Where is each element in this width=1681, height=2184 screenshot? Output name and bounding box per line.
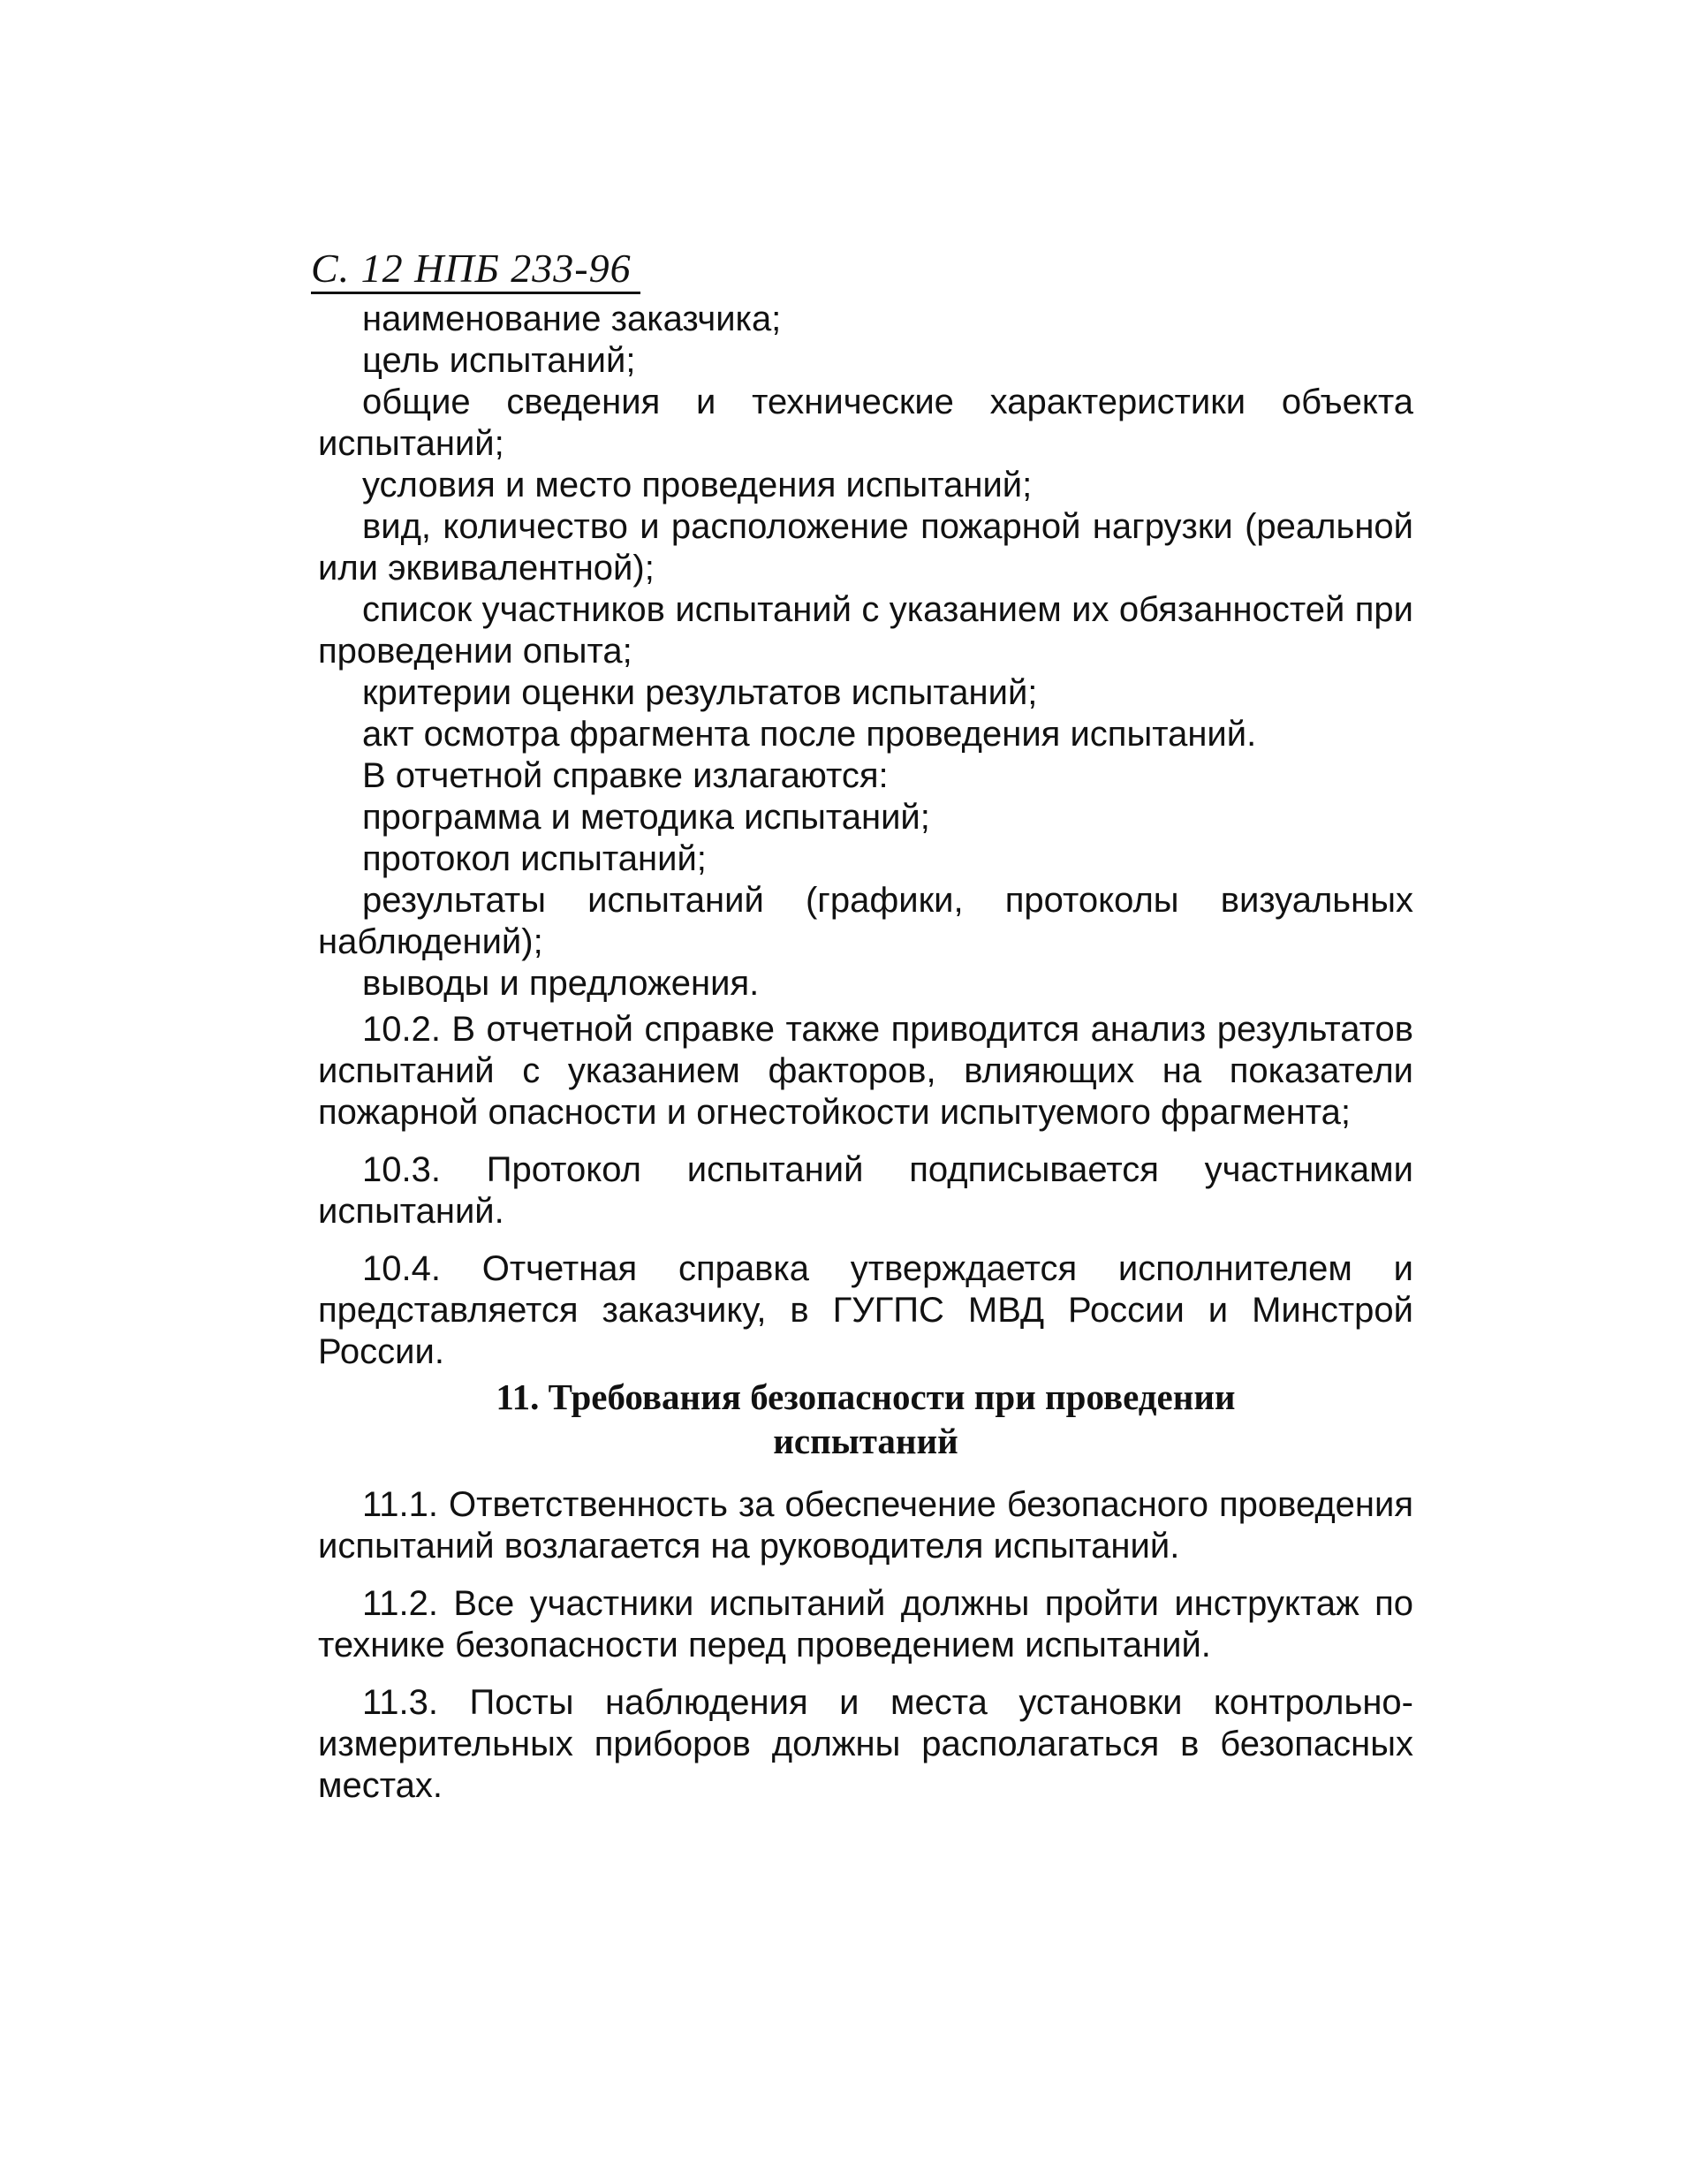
- report-item: программа и методика испытаний;: [362, 798, 930, 837]
- report-intro: В отчетной справке излагаются:: [362, 756, 889, 795]
- clause-11-2: 11.2. Все участники испытаний должны пройти инструктаж по технике безопасности перед проведением испытаний.: [318, 1584, 1413, 1665]
- list-item: условия и место проведения испытаний;: [362, 466, 1033, 504]
- section-heading: [318, 1375, 1413, 1463]
- list-item: акт осмотра фрагмента после проведения испытаний.: [362, 715, 1257, 754]
- list-item: вид, количество и расположение пожарной нагрузки (реальной или эквивалентной);: [318, 507, 1413, 588]
- list-item: общие сведения и технические характеристики объекта испытаний;: [318, 383, 1413, 463]
- clauses-10-block: [318, 1009, 1413, 1373]
- list-block: [318, 299, 1413, 1005]
- clause-11-1: 11.1. Ответственность за обеспечение безопасного проведения испытаний возлагается на руководителя испытаний.: [318, 1485, 1413, 1566]
- list-item: наименование заказчика;: [362, 300, 782, 338]
- clause-10-4: 10.4. Отчетная справка утверждается исполнителем и представляется заказчику, в ГУГПС МВД России и Минстрой России.: [318, 1249, 1413, 1371]
- report-item: протокол испытаний;: [362, 839, 707, 878]
- clauses-11-block: [318, 1484, 1413, 1807]
- report-item: результаты испытаний (графики, протоколы визуальных наблюдений);: [318, 881, 1413, 961]
- list-item: критерии оценки результатов испытаний;: [362, 673, 1038, 712]
- report-item: выводы и предложения.: [362, 964, 760, 1003]
- section-heading-line2: испытаний: [773, 1421, 958, 1461]
- clause-10-3: 10.3. Протокол испытаний подписывается участниками испытаний.: [318, 1150, 1413, 1231]
- clause-11-3: 11.3. Посты наблюдения и места установки контрольно-измерительных приборов должны располагаться в безопасных местах.: [318, 1683, 1413, 1805]
- section-heading-line1: 11. Требования безопасности при проведении: [496, 1376, 1236, 1417]
- page-header: С. 12 НПБ 233-96: [311, 246, 640, 294]
- list-item: цель испытаний;: [362, 341, 636, 380]
- clause-10-2: 10.2. В отчетной справке также приводится анализ результатов испытаний с указанием факторов, влияющих на показатели пожарной опасности и огнестойкости испытуемого фрагмента;: [318, 1010, 1413, 1132]
- list-item: список участников испытаний с указанием их обязанностей при проведении опыта;: [318, 590, 1413, 671]
